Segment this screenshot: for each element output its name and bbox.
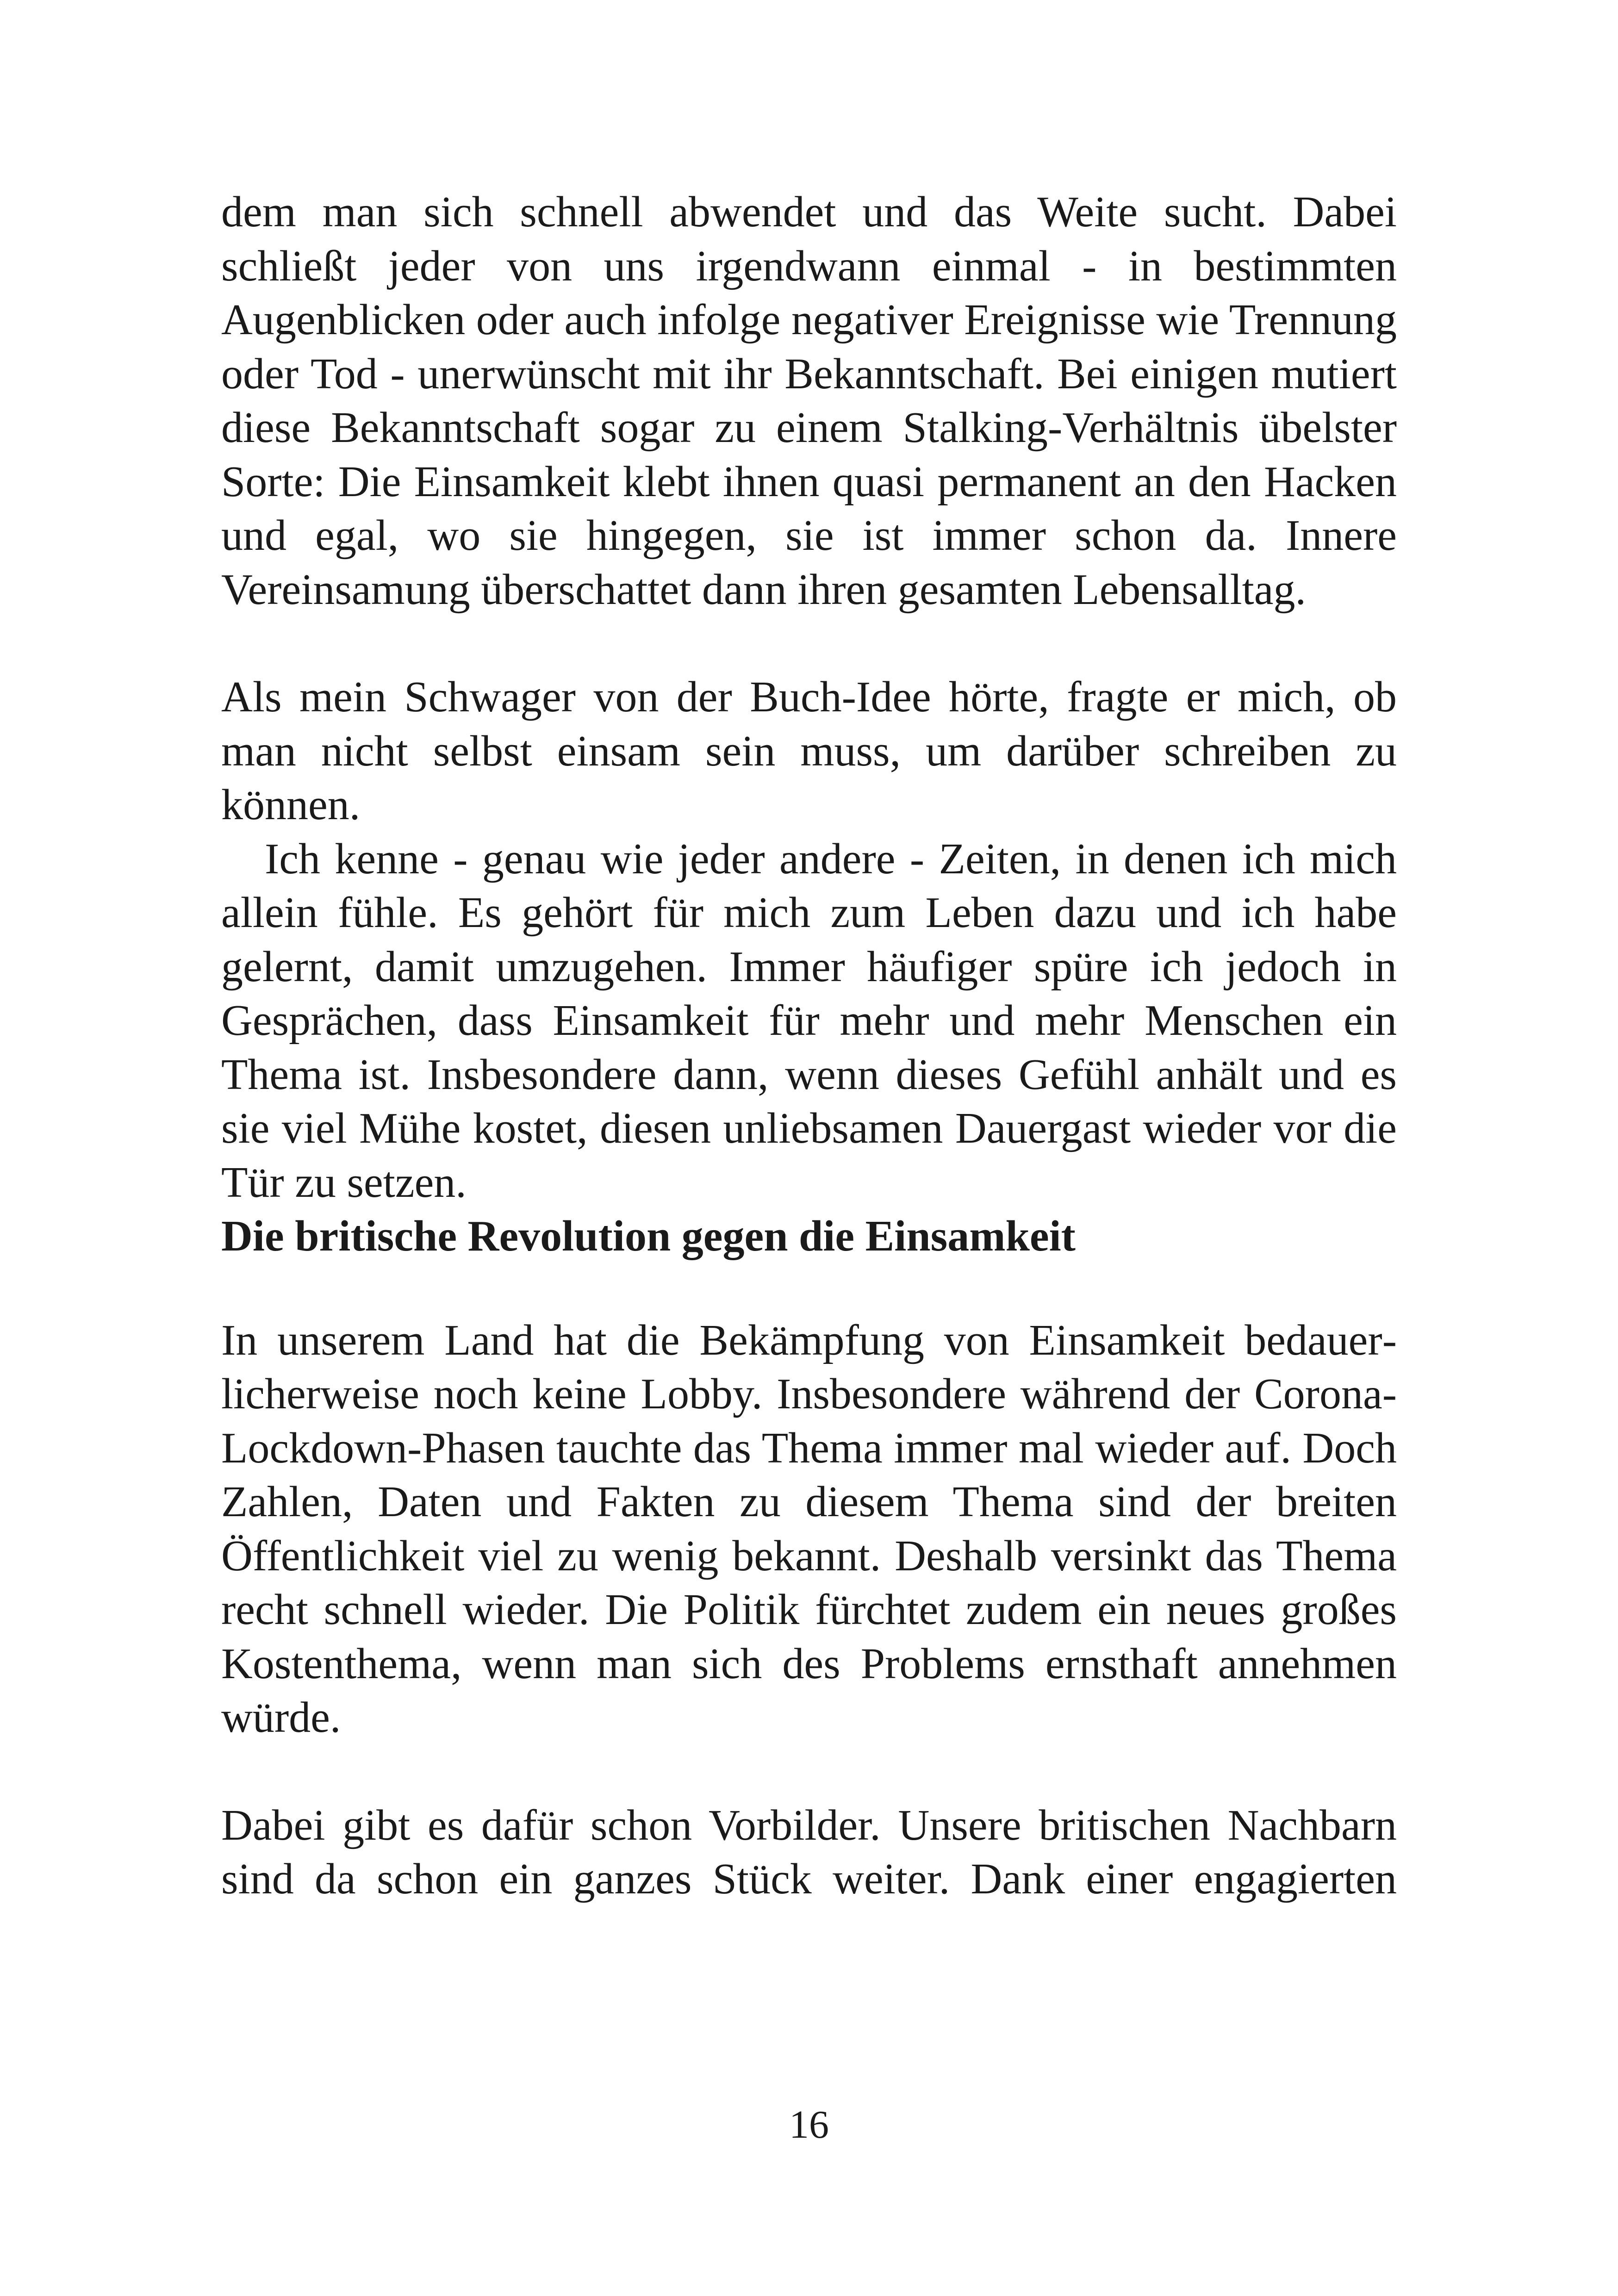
paragraph-ich-kenne: Ich kenne - genau wie jeder andere - Zeiten, in denen ich mich allein fühle. Es gehört für mich zum Leben dazu und ich habe gelernt, damit umzugehen. Immer häufiger spüre ich jedoch in Gesprächen, dass Einsamkeit für mehr und mehr Menschen ein Thema ist. Insbesondere dann, wenn dieses Gefühl anhält und es sie viel Mühe kostet, diesen unliebsamen Dauergast wieder vor die Tür zu setzen. [221, 834, 1397, 1207]
paragraph-vorbilder: Dabei gibt es dafür schon Vorbilder. Unsere britischen Nachbarn sind da schon ein ganzes Stück weiter. Dank einer engagierten [221, 1801, 1397, 1903]
paragraph-continuation: dem man sich schnell abwendet und das Weite sucht. Dabei schließt jeder von uns irgendwann einmal - in bestimmten Augenblicken oder auch infolge negativer Ereignisse wie Trennung oder Tod - unerwünscht mit ihr Bekanntschaft. Bei einigen mutiert diese Bekanntschaft sogar zu einem Stalking-Verhältnis übelster Sorte: Die Einsamkeit klebt ihnen quasi permanent an den Hacken und egal, wo sie hingegen, sie ist immer schon da. Innere Vereinsamung überschattet dann ihren gesamten Lebensalltag. [221, 188, 1397, 614]
page-number: 16 [789, 2102, 829, 2147]
section-heading: Die britische Revolution gegen die Einsamkeit [221, 1212, 1076, 1260]
body-text [221, 185, 1397, 1906]
paragraph-unserem-land: In unserem Land hat die Bekämpfung von Einsamkeit bedauerlicherweise noch keine Lobby. Insbesondere während der Corona-Lockdown-Phasen tauchte das Thema immer mal wieder auf. Doch Zahlen, Daten und Fakten zu diesem Thema sind der breiten Öffentlichkeit viel zu wenig bekannt. Deshalb versinkt das Thema recht schnell wieder. Die Politik fürchtet zudem ein neues großes Kostenthema, wenn man sich des Problems ernsthaft annehmen würde. [221, 1316, 1397, 1742]
paragraph-schwager: Als mein Schwager von der Buch-Idee hörte, fragte er mich, ob man nicht selbst einsam sein muss, um darüber schreiben zu können. [221, 673, 1397, 829]
